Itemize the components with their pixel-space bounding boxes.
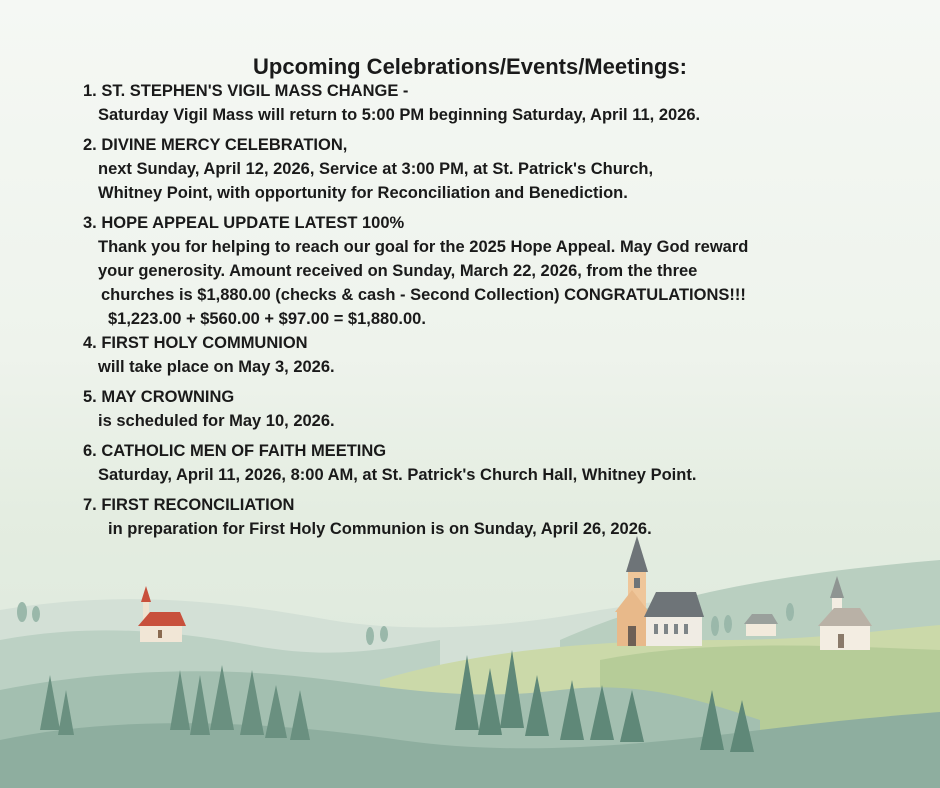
list-item-2 xyxy=(83,133,653,205)
list-item-3 xyxy=(83,211,748,331)
item-line: Saturday, April 11, 2026, 8:00 AM, at St. Patrick's Church Hall, Whitney Point. xyxy=(98,466,697,484)
list-item-6 xyxy=(83,439,696,487)
list-item-4 xyxy=(83,331,335,379)
item-title: 7. FIRST RECONCILIATION xyxy=(83,496,295,514)
item-title: 5. MAY CROWNING xyxy=(83,388,235,406)
list-item-5 xyxy=(83,385,335,433)
item-line: Saturday Vigil Mass will return to 5:00 PM beginning Saturday, April 11, 2026. xyxy=(98,106,701,124)
item-line: is scheduled for May 10, 2026. xyxy=(98,412,335,430)
item-line: in preparation for First Holy Communion is on Sunday, April 26, 2026. xyxy=(108,520,652,538)
list-item-7 xyxy=(83,493,652,541)
item-title: 2. DIVINE MERCY CELEBRATION, xyxy=(83,136,348,154)
main-church xyxy=(615,536,704,646)
red-roof-church xyxy=(138,586,186,642)
item-line: will take place on May 3, 2026. xyxy=(98,358,335,376)
item-line: churches is $1,880.00 (checks & cash - Second Collection) CONGRATULATIONS!!! xyxy=(101,286,746,304)
item-line: Whitney Point, with opportunity for Reconciliation and Benediction. xyxy=(98,184,628,202)
item-title: 4. FIRST HOLY COMMUNION xyxy=(83,334,308,352)
item-line: next Sunday, April 12, 2026, Service at 3:00 PM, at St. Patrick's Church, xyxy=(98,160,654,178)
list-item-1 xyxy=(83,79,700,127)
item-title: 1. ST. STEPHEN'S VIGIL MASS CHANGE - xyxy=(83,82,409,100)
page-title: Upcoming Celebrations/Events/Meetings: xyxy=(253,54,687,79)
item-title: 6. CATHOLIC MEN OF FAITH MEETING xyxy=(83,442,387,460)
item-line: your generosity. Amount received on Sunday, March 22, 2026, from the three xyxy=(98,262,698,280)
item-line: Thank you for helping to reach our goal for the 2025 Hope Appeal. May God reward xyxy=(98,238,749,256)
item-title: 3. HOPE APPEAL UPDATE LATEST 100% xyxy=(83,214,405,232)
item-line: $1,223.00 + $560.00 + $97.00 = $1,880.00. xyxy=(108,310,426,328)
